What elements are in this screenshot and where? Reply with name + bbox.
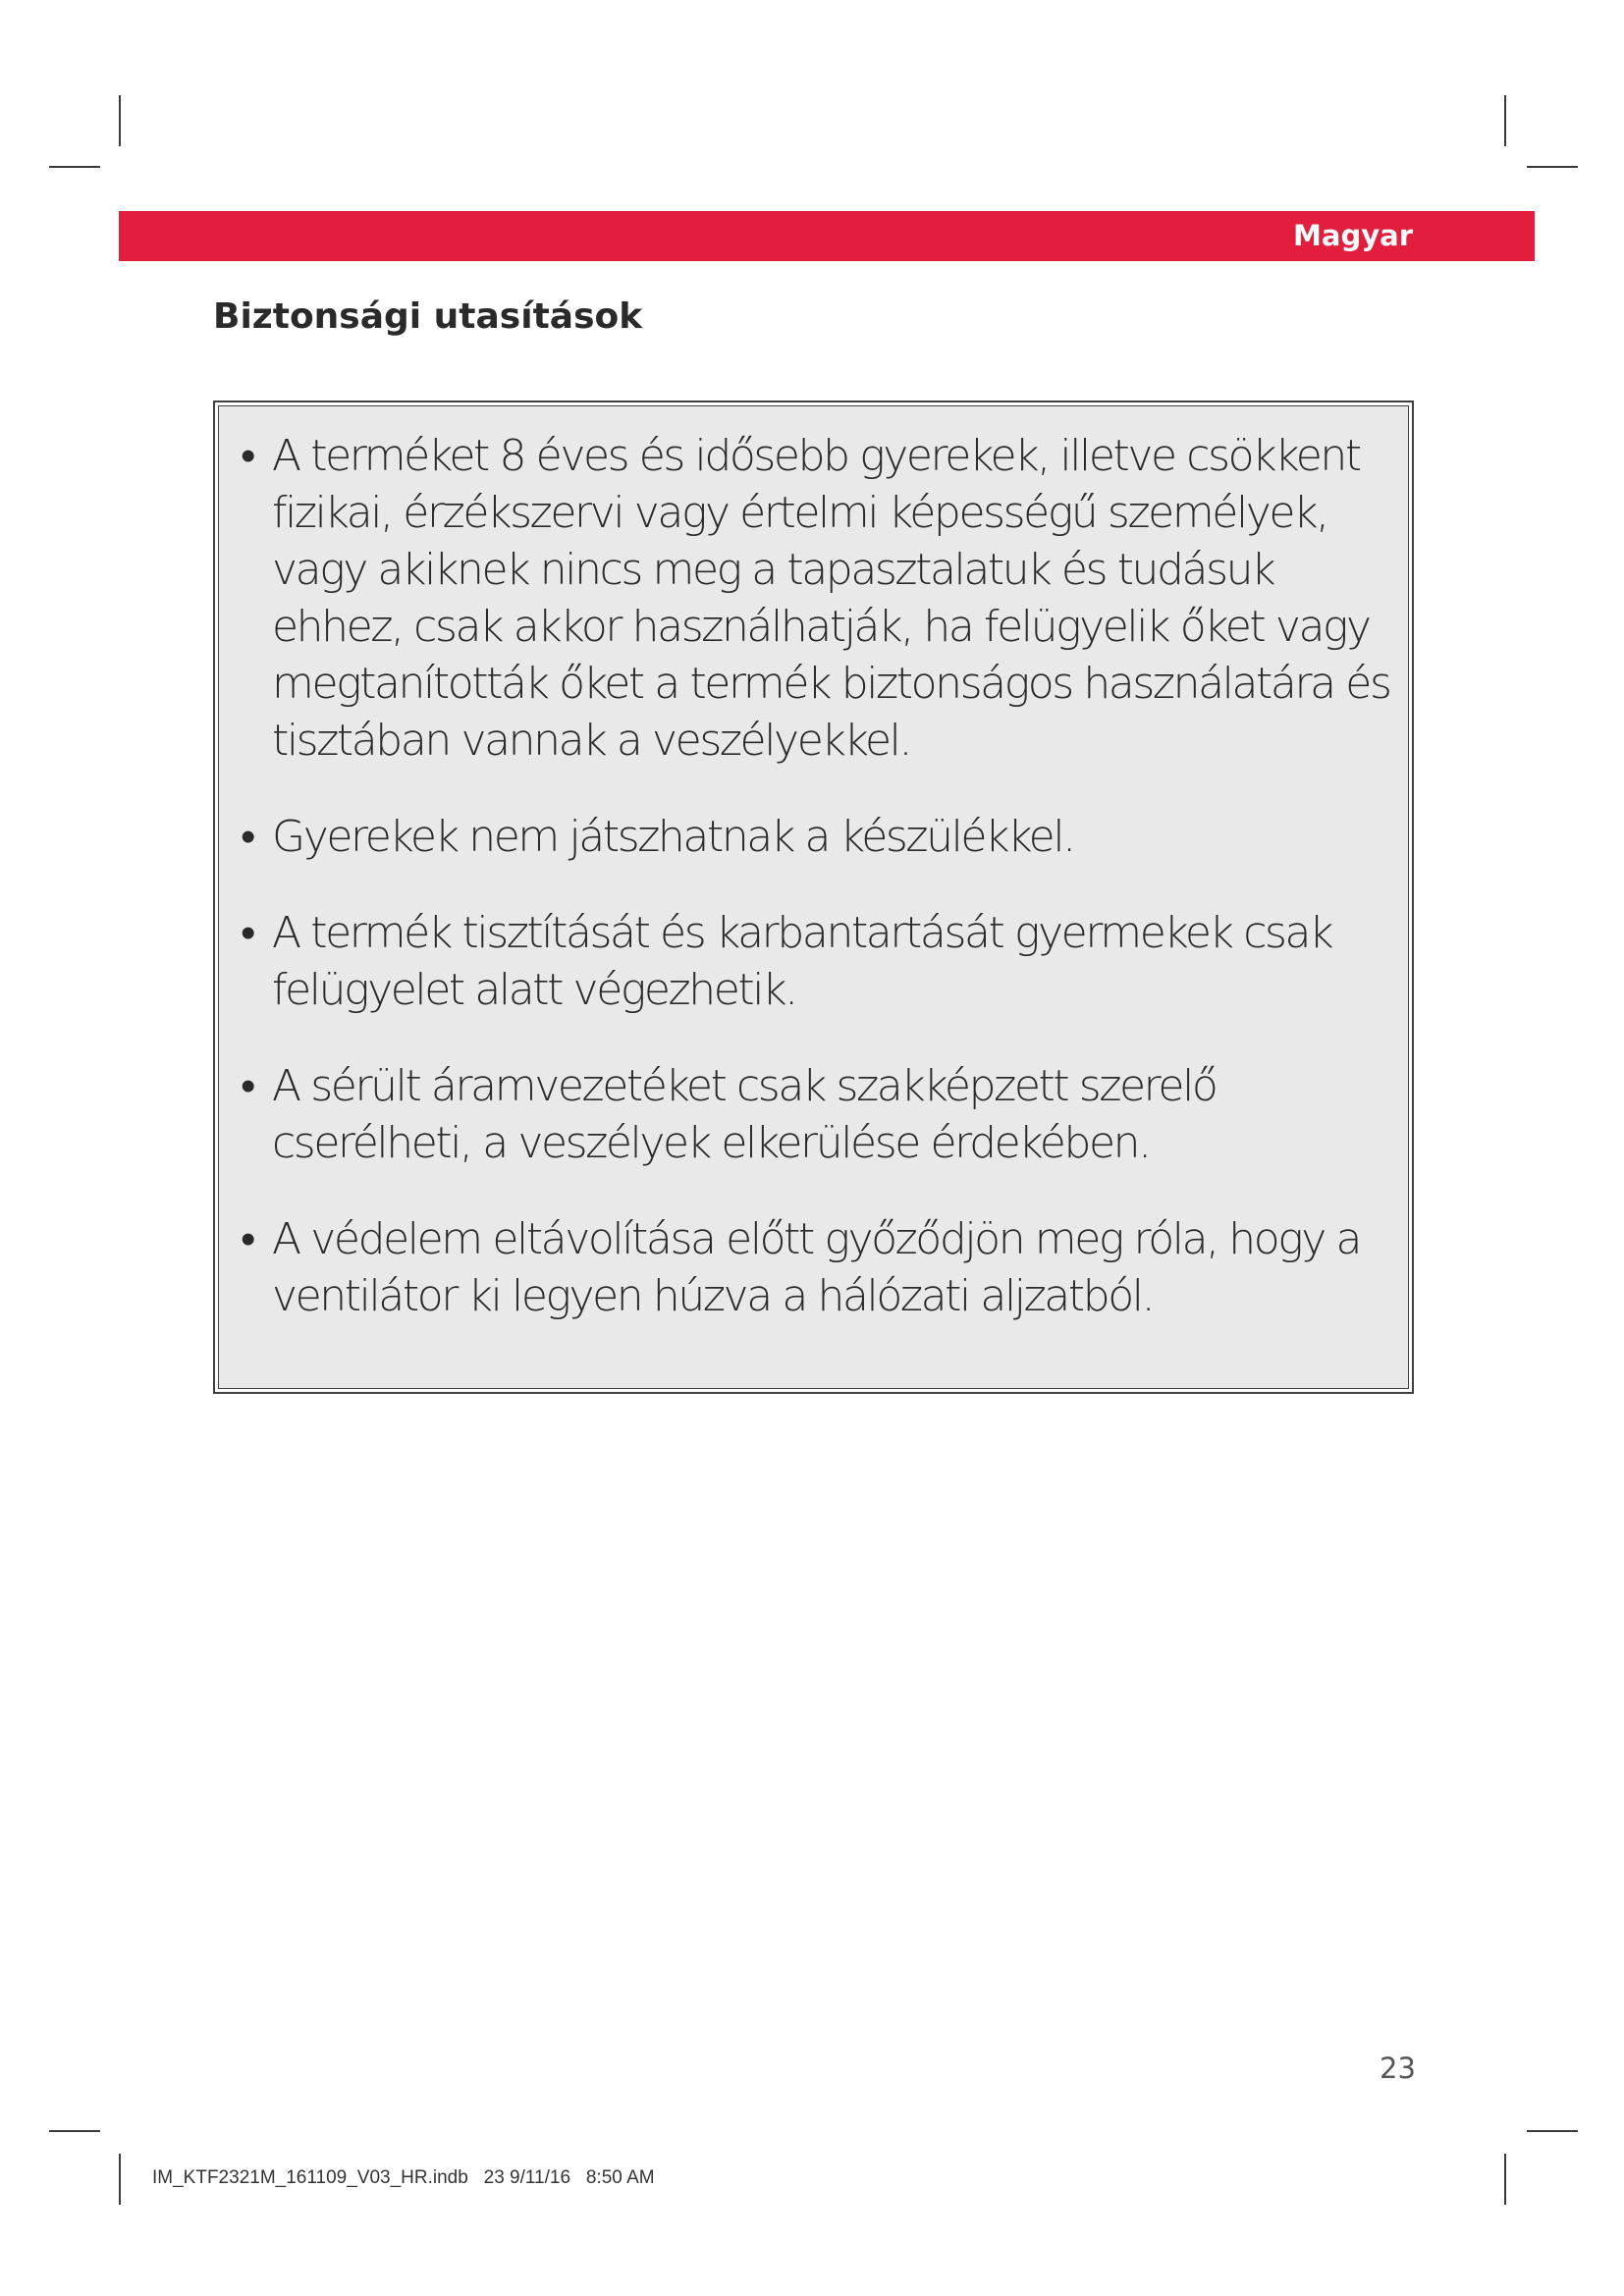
safety-item-text: A védelem eltávolítása előtt győződjön meg róla, hogy a ventilátor ki legyen húzva a hálózati aljzatból. <box>272 1214 1361 1321</box>
crop-mark-top-left-horizontal <box>49 166 100 168</box>
safety-instructions-panel <box>218 405 1409 1389</box>
safety-item-text: Gyerekek nem játszhatnak a készülékkel. <box>272 812 1074 862</box>
safety-item-text: A terméket 8 éves és idősebb gyerekek, illetve csökkent fizikai, érzékszervi vagy értelmi képességű személyek, vagy akiknek nincs meg a tapasztalatuk és tudásuk ehhez, csak akkor használhatják, ha felügyelik őket vagy megtanították őket a termék biztonságos használatára és tisztában vannak a veszélyekkel. <box>272 431 1390 766</box>
safety-instructions-list <box>239 428 1408 1325</box>
safety-item <box>239 428 1408 770</box>
page-number: 23 <box>1380 2052 1416 2085</box>
safety-item <box>239 1058 1408 1172</box>
bullet-icon: • <box>241 431 256 481</box>
language-header-bar <box>119 211 1535 261</box>
bullet-icon: • <box>241 812 256 862</box>
bullet-icon: • <box>241 908 256 958</box>
crop-mark-top-right-vertical <box>1504 95 1506 146</box>
bullet-icon: • <box>241 1214 256 1264</box>
language-label: Magyar <box>1293 219 1413 252</box>
crop-mark-bottom-left-horizontal <box>49 2130 100 2132</box>
crop-mark-top-left-vertical <box>119 95 121 146</box>
crop-mark-bottom-right-vertical <box>1504 2154 1506 2205</box>
crop-mark-bottom-right-horizontal <box>1527 2130 1578 2132</box>
crop-mark-bottom-left-vertical <box>119 2154 121 2205</box>
bullet-icon: • <box>241 1061 256 1111</box>
safety-instructions-box <box>213 400 1414 1394</box>
crop-mark-top-right-horizontal <box>1527 166 1578 168</box>
safety-item <box>239 809 1408 866</box>
section-title: Biztonsági utasítások <box>213 296 643 337</box>
safety-item <box>239 1211 1408 1325</box>
safety-item-text: A termék tisztítását és karbantartását gyermekek csak felügyelet alatt végezhetik. <box>272 908 1332 1015</box>
print-slug: IM_KTF2321M_161109_V03_HR.indb 23 9/11/16 8:50 AM <box>152 2167 655 2188</box>
safety-item <box>239 905 1408 1019</box>
safety-item-text: A sérült áramvezetéket csak szakképzett szerelő cserélheti, a veszélyek elkerülése érdekében. <box>272 1061 1217 1168</box>
